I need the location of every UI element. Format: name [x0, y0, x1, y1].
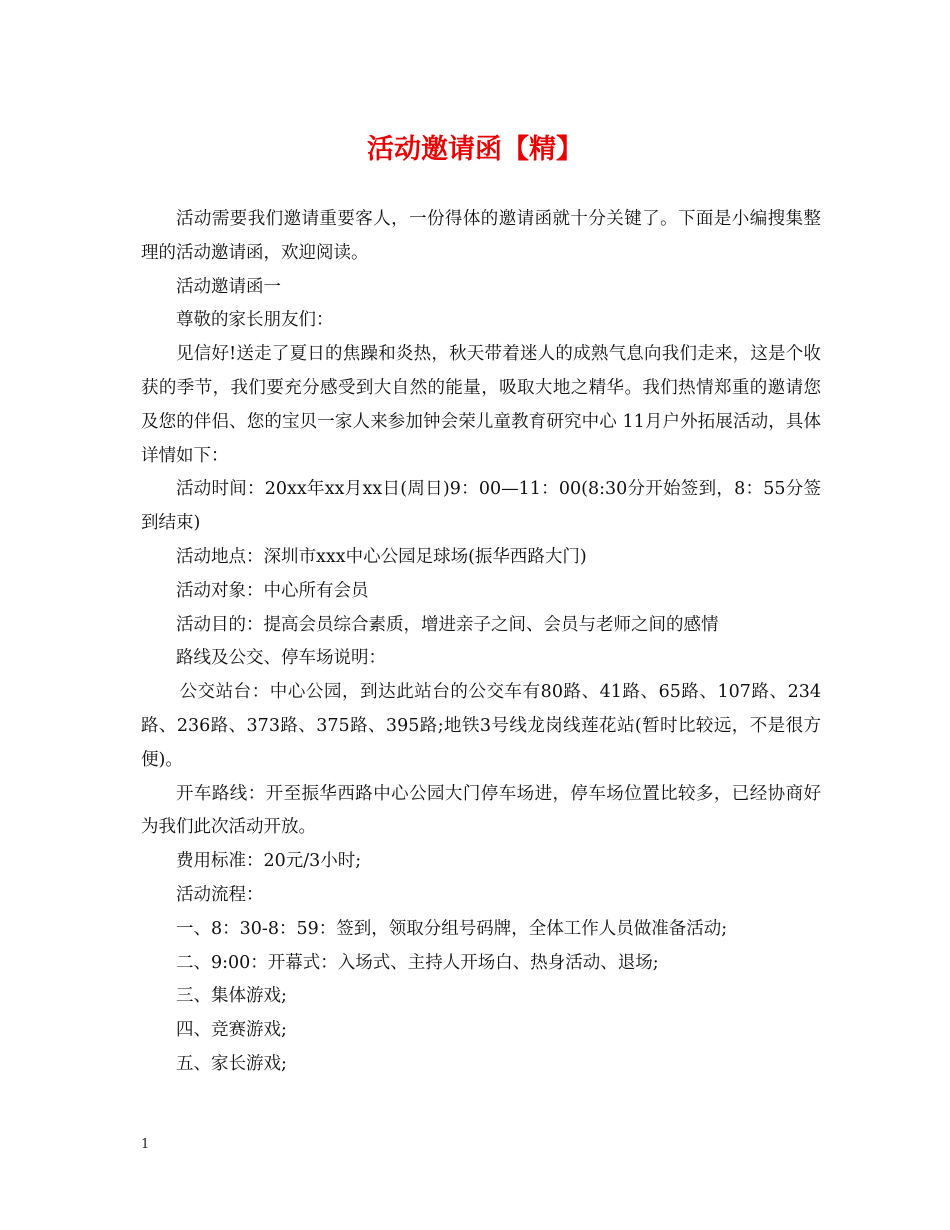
document-title: 活动邀请函【精】: [367, 134, 583, 165]
event-audience: 活动对象：中心所有会员: [176, 580, 369, 601]
salutation: 尊敬的家长朋友们：: [176, 310, 334, 331]
schedule-heading: 活动流程：: [176, 884, 264, 905]
schedule-item: 二、9:00：开幕式：入场式、主持人开场白、热身活动、退场;: [176, 952, 659, 973]
page-number: 1: [141, 1137, 150, 1152]
schedule-item: 三、集体游戏;: [176, 986, 287, 1007]
event-purpose: 活动目的：提高会员综合素质，增进亲子之间、会员与老师之间的感情: [176, 614, 719, 635]
bus-info: 公交站台：中心公园，到达此站台的公交车有80路、41路、65路、107路、234路、236路、373路、375路、395路;地铁3号线龙岗线莲花站(暂时比较远，不是很方便)。: [141, 682, 821, 770]
route-heading: 路线及公交、停车场说明：: [176, 648, 386, 669]
body-paragraph: 见信好!送走了夏日的焦躁和炎热，秋天带着迷人的成熟气息向我们走来，这是个收获的季节，我们要充分感受到大自然的能量，吸取大地之精华。我们热情郑重的邀请您及您的伴侣、您的宝贝一家人来参加钟会荣儿童教育研究中心 11月户外拓展活动，具体详情如下：: [141, 344, 821, 466]
intro-paragraph: 活动需要我们邀请重要客人，一份得体的邀请函就十分关键了。下面是小编搜集整理的活动邀请函，欢迎阅读。: [141, 209, 821, 263]
section-heading: 活动邀请函一: [176, 276, 281, 297]
driving-info: 开车路线：开至振华西路中心公园大门停车场进，停车场位置比较多，已经协商好为我们此次活动开放。: [141, 783, 821, 838]
event-time: 活动时间：20xx年xx月xx日(周日)9：00—11：00(8:30分开始签到，8：55分签到结束): [141, 479, 821, 534]
schedule-item: 四、竞赛游戏;: [176, 1020, 287, 1041]
schedule-item: 五、家长游戏;: [176, 1053, 287, 1074]
fee-info: 费用标准：20元/3小时;: [176, 851, 362, 872]
event-location: 活动地点：深圳市xxx中心公园足球场(振华西路大门): [176, 546, 587, 567]
schedule-item: 一、8：30-8：59：签到，领取分组号码牌，全体工作人员做准备活动;: [176, 918, 728, 939]
document-body: [141, 203, 821, 1082]
